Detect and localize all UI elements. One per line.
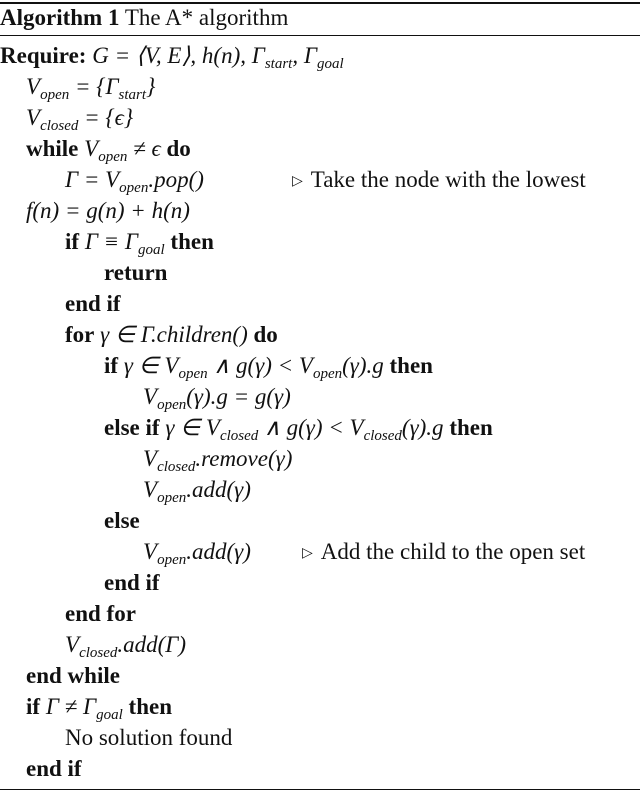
keyword-else-if: else if	[104, 415, 160, 440]
bottom-rule	[0, 789, 640, 790]
algo-line-end-if	[104, 567, 160, 598]
keyword-then: then	[170, 229, 214, 254]
keyword-do: do	[253, 322, 278, 347]
algo-line-return	[104, 257, 167, 288]
line-text: No solution found	[65, 725, 233, 750]
algo-line-require	[0, 40, 344, 71]
algorithm-caption	[0, 2, 288, 33]
algo-line-add-closed	[65, 629, 186, 660]
keyword-then: then	[449, 415, 493, 440]
algo-line-update-g	[143, 381, 291, 412]
keyword-if: if	[104, 353, 119, 378]
line-math: $V_{closed}.add(\Gamma)$	[65, 632, 187, 661]
keyword-end-while: end while	[26, 663, 120, 688]
comment-text: Take the node with the lowest	[310, 167, 586, 192]
algo-line-pop	[65, 164, 204, 195]
caption-rule	[0, 35, 640, 36]
comment-lowest	[292, 164, 586, 195]
algo-line-init-closed	[26, 102, 133, 133]
line-math: γ ∈ $V_{closed}$ ∧ $g(\gamma) < V_{closed}(\gamma).g$	[165, 415, 444, 444]
line-math: γ ∈ Γ.children()	[100, 322, 248, 347]
algo-line-if-goal	[65, 226, 214, 257]
comment-triangle-icon: ▷	[292, 174, 303, 189]
keyword-while: while	[26, 136, 79, 161]
algo-line-for	[65, 319, 278, 350]
keyword-if: if	[65, 229, 80, 254]
algo-line-while	[26, 133, 191, 164]
keyword-require: Require:	[0, 43, 87, 68]
keyword-do: do	[166, 136, 191, 161]
line-math: $V_{closed}.remove(\gamma)$	[143, 446, 293, 475]
algo-line-remove	[143, 443, 292, 474]
algo-line-else	[104, 505, 140, 536]
algo-line-init-open	[26, 71, 155, 102]
keyword-end-if: end if	[104, 570, 160, 595]
keyword-end-if: end if	[26, 756, 82, 781]
algorithm-label: Algorithm 1	[0, 5, 120, 30]
algo-line-end-while	[26, 660, 120, 691]
algo-line-end-for	[65, 598, 136, 629]
keyword-end-if: end if	[65, 291, 121, 316]
line-math: $V_{open}.add(\gamma)$	[143, 477, 251, 506]
algo-line-elseif-closed	[104, 412, 493, 443]
keyword-else: else	[104, 508, 140, 533]
comment-text: Add the child to the open set	[320, 539, 586, 564]
line-math: $V_{open} = \{\Gamma_{start}\}$	[26, 74, 156, 103]
line-math: $\Gamma \ne \Gamma_{goal}$	[45, 694, 123, 723]
algo-line-end-if-final	[26, 753, 82, 784]
require-math: G = ⟨V, E⟩, h(n), $\Gamma_{start}$, $\Gamma_{goal}$	[92, 43, 344, 72]
keyword-return: return	[104, 260, 168, 285]
keyword-then: then	[389, 353, 433, 378]
algo-line-if-not-goal	[26, 691, 172, 722]
line-math: f(n) = g(n) + h(n)	[26, 198, 190, 223]
algo-line-if-open	[104, 350, 433, 381]
algo-line-no-solution	[65, 722, 232, 753]
line-math: $\Gamma \equiv \Gamma_{goal}$	[84, 229, 165, 258]
comment-triangle-icon: ▷	[302, 546, 313, 561]
algorithm-title: The A* algorithm	[124, 5, 289, 30]
keyword-if: if	[26, 694, 41, 719]
line-math: $V_{open}(\gamma).g = g(\gamma)$	[143, 384, 291, 413]
keyword-for: for	[65, 322, 95, 347]
keyword-then: then	[128, 694, 172, 719]
algo-line-end-if	[65, 288, 121, 319]
keyword-end-for: end for	[65, 601, 136, 626]
algo-line-add-open	[143, 474, 251, 505]
line-math: $V_{closed} = \{\epsilon\}$	[26, 105, 134, 134]
algo-line-add-child	[143, 536, 251, 567]
line-math: γ ∈ $V_{open}$ ∧ $g(\gamma) < V_{open}(\gamma).g$	[123, 353, 384, 382]
line-math: $V_{open}.add(\gamma)$	[143, 539, 251, 568]
comment-add-child	[302, 536, 585, 567]
algo-line-f	[26, 195, 190, 226]
line-math: $\Gamma = V_{open}.pop()$	[65, 167, 204, 196]
line-math: $V_{open} \ne \epsilon$	[84, 136, 161, 165]
